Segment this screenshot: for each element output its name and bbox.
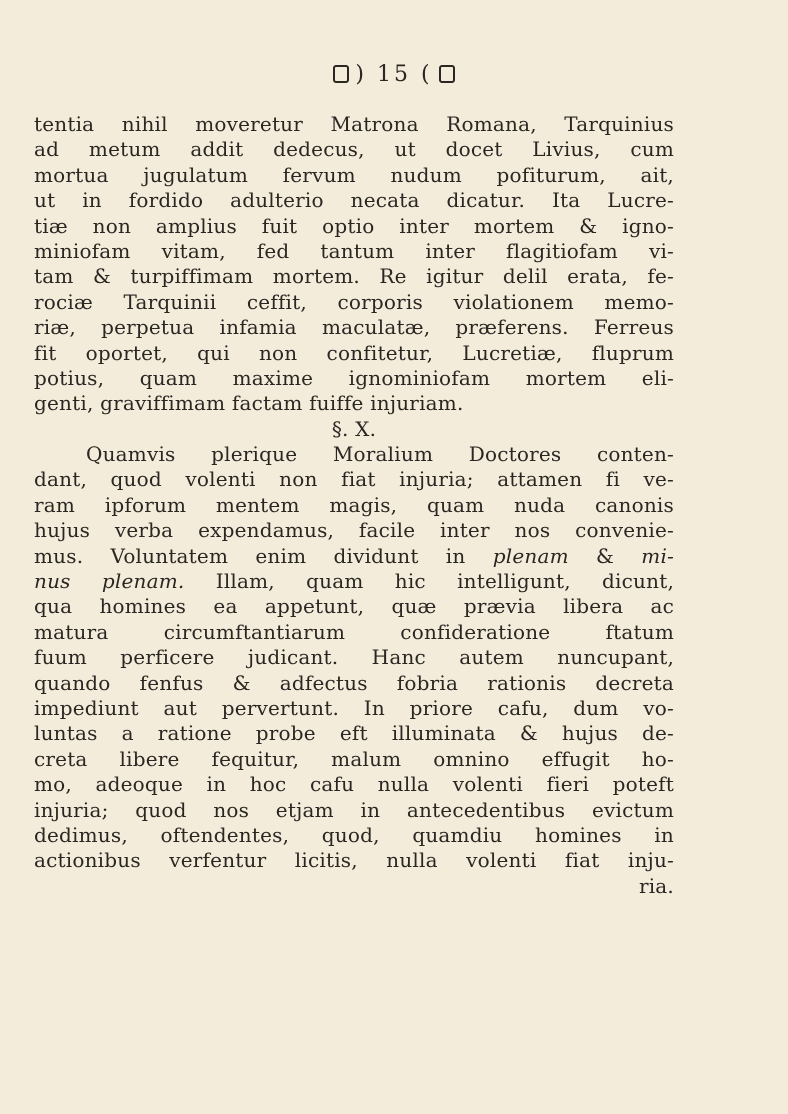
italic-term-plenam: plenam <box>492 543 569 568</box>
ornament-right-icon <box>439 65 455 83</box>
text-line: mo, adeoque in hoc cafu nulla volenti fieri poteft <box>34 772 674 797</box>
text-line: fuum perficere judicant. Hanc autem nuncupant, <box>34 645 674 670</box>
text-line: ad metum addit dedecus, ut docet Livius, cum <box>34 137 674 162</box>
text-line: genti, graviffimam factam fuiffe injuriam. <box>34 391 464 416</box>
text-line: luntas a ratione probe eft illuminata & hujus de- <box>34 721 674 746</box>
text-segment: mus. Voluntatem enim dividunt in <box>34 543 466 568</box>
text-line: tam & turpiffimam mortem. Re igitur delil erata, fe- <box>34 264 674 289</box>
text-line: actionibus verfentur licitis, nulla volenti fiat inju- <box>34 848 674 873</box>
text-line: miniofam vitam, fed tantum inter flagitiofam vi- <box>34 238 674 263</box>
ampersand: & <box>596 543 615 568</box>
page-number: 15 <box>377 62 411 87</box>
text-line-with-italics <box>34 569 674 594</box>
text-line: potius, quam maxime ignominiofam mortem eli- <box>34 365 674 390</box>
text-line: quando fenfus & adfectus fobria rationis decreta <box>34 670 674 695</box>
bracket-right: ( <box>421 62 433 87</box>
italic-term-minus-b: nus plenam. <box>34 569 185 594</box>
text-line: dant, quod volenti non fiat injuria; attamen fi ve- <box>34 467 674 492</box>
text-line: hujus verba expendamus, facile inter nos convenie- <box>34 518 674 543</box>
text-line: ut in fordido adulterio necata dicatur. Ita Lucre- <box>34 188 674 213</box>
text-line: mortua jugulatum fervum nudum pofiturum, ait, <box>34 162 674 187</box>
text-line: matura circumftantiarum confideratione ftatum <box>34 619 674 644</box>
text-line: impediunt aut pervertunt. In priore cafu, dum vo- <box>34 695 674 720</box>
text-segment: Illam, quam hic intelligunt, dicunt, <box>215 569 674 594</box>
text-line: fit oportet, qui non confitetur, Lucretiæ, fluprum <box>34 340 674 365</box>
text-line: injuria; quod nos etjam in antecedentibus evictum <box>34 797 674 822</box>
text-line: dedimus, oftendentes, quod, quamdiu homines in <box>34 822 674 847</box>
text-line: rociæ Tarquinii ceffit, corporis violationem memo- <box>34 289 674 314</box>
text-line: qua homines ea appetunt, quæ prævia libera ac <box>34 594 674 619</box>
text-line: riæ, perpetua infamia maculatæ, præferens. Ferreus <box>34 315 674 340</box>
text-line: ram ipforum mentem magis, quam nuda canonis <box>34 492 674 517</box>
catchword: ria. <box>638 873 674 898</box>
bracket-left: ) <box>355 62 367 87</box>
text-line: creta libere fequitur, malum omnino effugit ho- <box>34 746 674 771</box>
section-heading: §. X. <box>331 416 377 441</box>
text-line: tentia nihil moveretur Matrona Romana, Tarquinius <box>34 112 674 136</box>
body-text <box>34 112 674 899</box>
italic-term-minus-a: mi- <box>641 543 675 568</box>
ornament-left-icon <box>333 65 349 83</box>
text-line-with-italics <box>34 544 674 569</box>
text-line: Quamvis plerique Moralium Doctores conten- <box>86 442 674 467</box>
running-head <box>0 62 788 87</box>
text-line: tiæ non amplius fuit optio inter mortem & igno- <box>34 213 674 238</box>
